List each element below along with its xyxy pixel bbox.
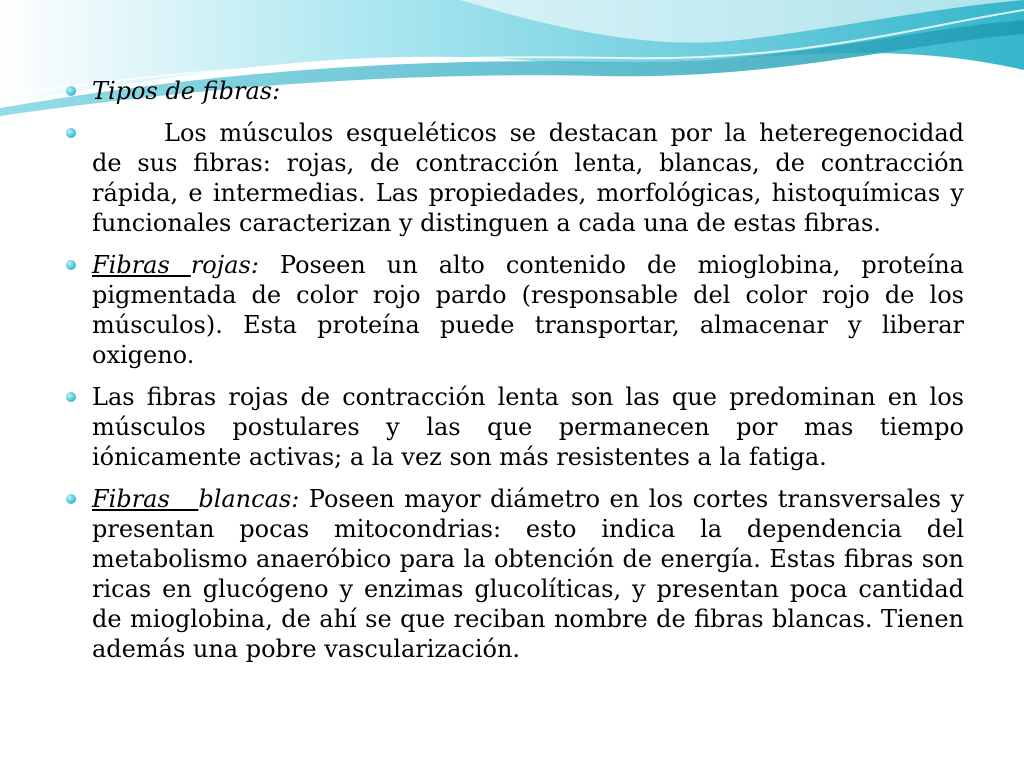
bullet-icon xyxy=(66,392,76,402)
paragraph-text: Las fibras rojas de contracción lenta son las que predominan en los músculos postulares y las que permanecen por mas tiempo iónicamente activas; a la vez son más resistentes a la fatiga. xyxy=(92,383,964,471)
bullet-icon xyxy=(66,86,76,96)
paragraph-text: Los músculos esqueléticos se destacan por la heteregenocidad de sus fibras: rojas, de contracción lenta, blancas, de contracción rápida, e intermedias. Las propiedades, morfológicas, histoquímicas y funcionales caracterizan y distinguen a cada una de estas fibras. xyxy=(92,119,964,237)
bullet-item-2 xyxy=(62,118,964,238)
bullet-item-5 xyxy=(62,484,964,664)
bullet-item-3 xyxy=(62,250,964,370)
term-blancas: blancas: xyxy=(198,485,300,513)
paragraph-text: Poseen un alto contenido de mioglobina, proteína pigmentada de color rojo pardo (responsable del color rojo de los músculos). Esta proteína puede transportar, almacenar y liberar oxigeno. xyxy=(92,251,964,369)
term-rojas: rojas: xyxy=(190,251,259,279)
bullet-item-4 xyxy=(62,382,964,472)
heading-tipos-de-fibras: Tipos de fibras: xyxy=(92,77,281,105)
paragraph-text: Poseen mayor diámetro en los cortes transversales y presentan pocas mitocondrias: esto indica la dependencia del metabolismo anaeróbico para la obtención de energía. Estas fibras son ricas en glucógeno y enzimas glucolíticas, y presentan poca cantidad de mioglobina, de ahí se que reciban nombre de fibras blancas. Tienen además una pobre vascularización. xyxy=(92,485,965,663)
bullet-icon xyxy=(66,260,76,270)
bullet-icon xyxy=(66,128,76,138)
slide-content xyxy=(62,76,964,676)
term-fibras: Fibras xyxy=(92,251,170,279)
bullet-icon xyxy=(66,494,76,504)
bullet-item-1 xyxy=(62,76,964,106)
term-fibras: Fibras xyxy=(92,485,170,513)
